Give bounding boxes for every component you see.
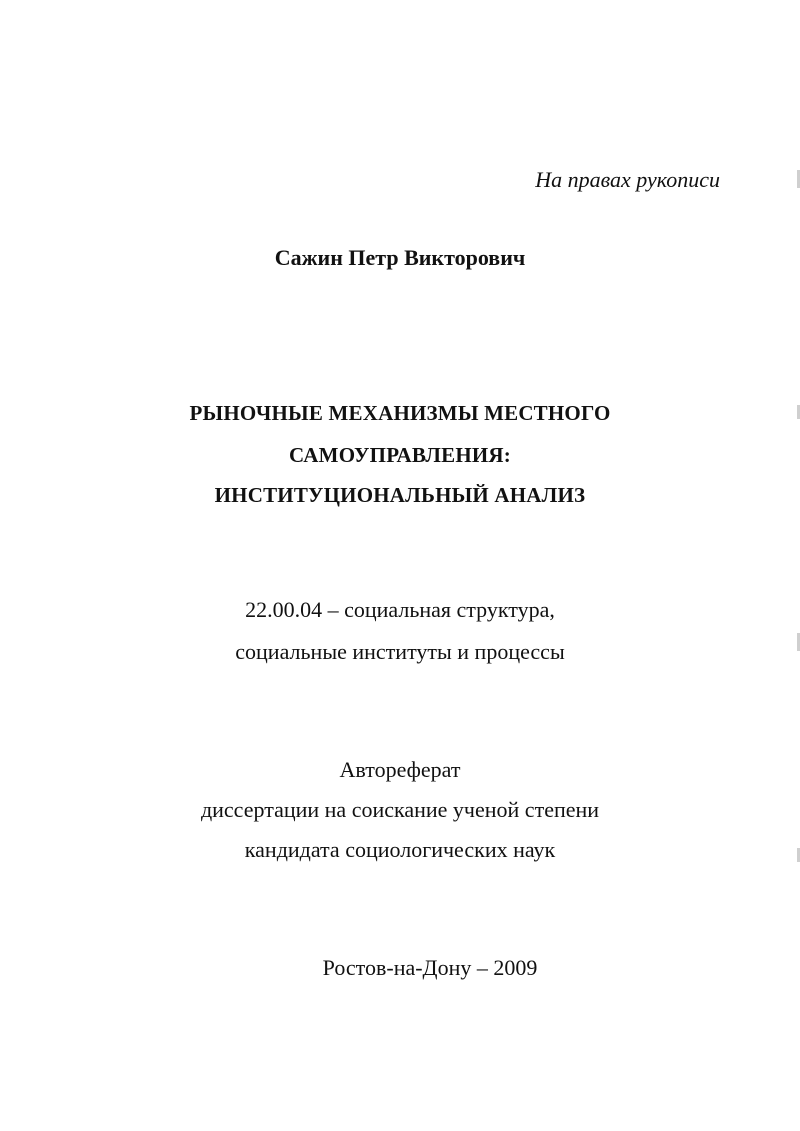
document-type-line-3: кандидата социологических наук: [244, 837, 556, 862]
title-line-3: ИНСТИТУЦИОНАЛЬНЫЙ АНАЛИЗ: [214, 483, 586, 507]
specialty-line-2: социальные институты и процессы: [235, 639, 565, 664]
rights-note: На правах рукописи: [535, 167, 720, 192]
author-name: Сажин Петр Викторович: [274, 245, 526, 270]
place-year: Ростов-на-Дону – 2009: [322, 955, 538, 980]
title-line-2: САМОУПРАВЛЕНИЯ:: [288, 443, 511, 467]
specialty-line-1: 22.00.04 – социальная структура,: [245, 597, 555, 622]
title-line-1: РЫНОЧНЫЕ МЕХАНИЗМЫ МЕСТНОГО: [189, 401, 611, 425]
document-type-line-1: Автореферат: [339, 757, 461, 782]
document-type-line-2: диссертации на соискание ученой степени: [200, 797, 600, 822]
